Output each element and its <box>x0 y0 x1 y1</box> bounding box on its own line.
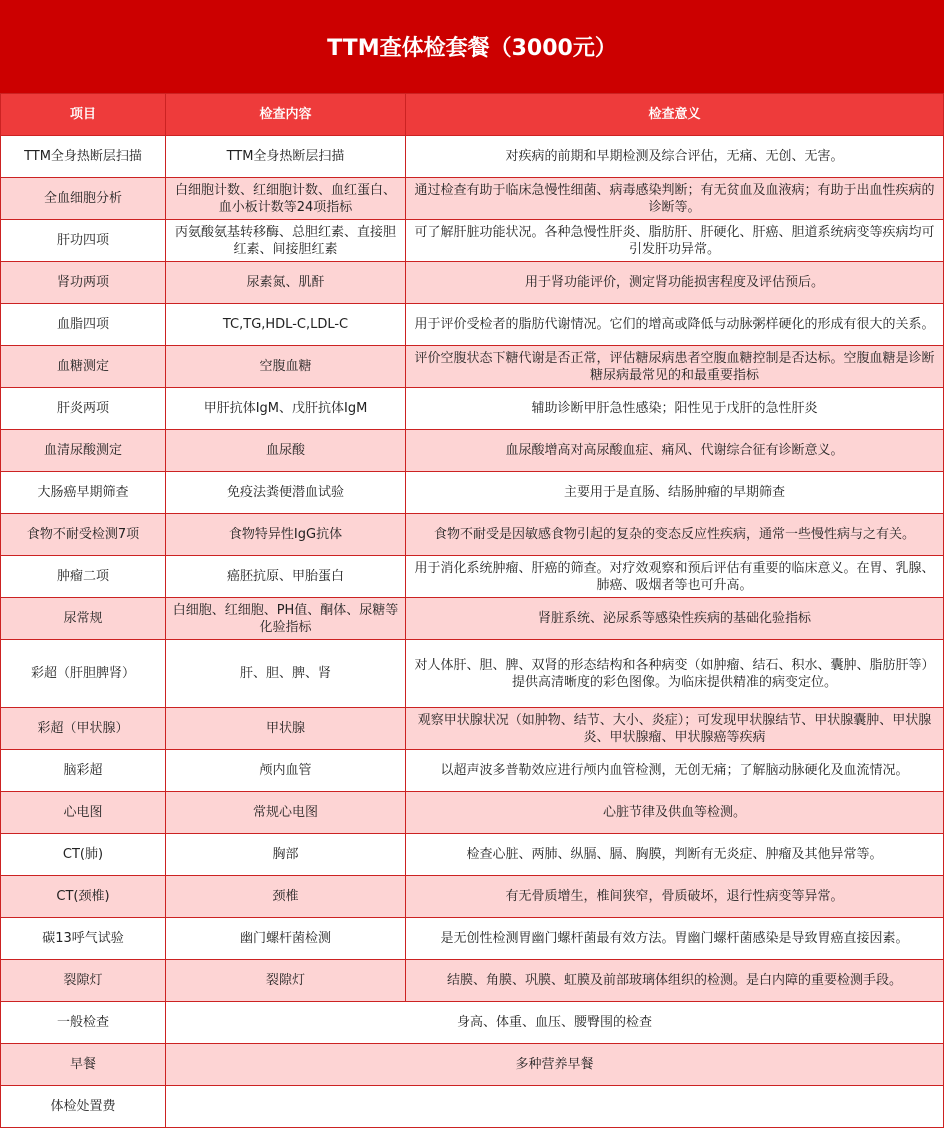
row-meaning: 用于评价受检者的脂肪代谢情况。它们的增高或降低与动脉粥样硬化的形成有很大的关系。 <box>406 304 944 346</box>
row-item: 肝炎两项 <box>1 388 166 430</box>
row-content: 胸部 <box>166 834 406 876</box>
row-content: 颅内血管 <box>166 750 406 792</box>
row-item: 彩超（甲状腺） <box>1 708 166 750</box>
row-content: 白细胞、红细胞、PH值、酮体、尿糖等化验指标 <box>166 598 406 640</box>
row-meaning: 对人体肝、胆、脾、双肾的形态结构和各种病变（如肿瘤、结石、积水、囊肿、脂肪肝等）提供高清晰度的彩色图像。为临床提供精准的病变定位。 <box>406 640 944 708</box>
row-meaning: 通过检查有助于临床急慢性细菌、病毒感染判断；有无贫血及血液病；有助于出血性疾病的诊断等。 <box>406 178 944 220</box>
row-span-text <box>166 1086 944 1128</box>
table-row <box>1 750 944 792</box>
row-item: 心电图 <box>1 792 166 834</box>
row-item: 全血细胞分析 <box>1 178 166 220</box>
row-item: 食物不耐受检测7项 <box>1 514 166 556</box>
table-row-span <box>1 1086 944 1128</box>
table-row <box>1 918 944 960</box>
table-row <box>1 430 944 472</box>
table-row-span <box>1 1044 944 1086</box>
row-meaning: 用于肾功能评价，测定肾功能损害程度及评估预后。 <box>406 262 944 304</box>
table-row <box>1 514 944 556</box>
row-content: TTM全身热断层扫描 <box>166 136 406 178</box>
row-meaning: 观察甲状腺状况（如肿物、结节、大小、炎症）；可发现甲状腺结节、甲状腺囊肿、甲状腺炎、甲状腺瘤、甲状腺癌等疾病 <box>406 708 944 750</box>
table-row <box>1 388 944 430</box>
row-content: 幽门螺杆菌检测 <box>166 918 406 960</box>
row-item: 血糖测定 <box>1 346 166 388</box>
row-item: 早餐 <box>1 1044 166 1086</box>
row-item: 一般检查 <box>1 1002 166 1044</box>
row-meaning: 主要用于是直肠、结肠肿瘤的早期筛查 <box>406 472 944 514</box>
row-item: 彩超（肝胆脾肾） <box>1 640 166 708</box>
row-item: 裂隙灯 <box>1 960 166 1002</box>
table-row-span <box>1 1002 944 1044</box>
row-meaning: 检查心脏、两肺、纵膈、膈、胸膜，判断有无炎症、肿瘤及其他异常等。 <box>406 834 944 876</box>
row-content: 血尿酸 <box>166 430 406 472</box>
row-meaning: 辅助诊断甲肝急性感染；阳性见于戊肝的急性肝炎 <box>406 388 944 430</box>
row-meaning: 对疾病的前期和早期检测及综合评估，无痛、无创、无害。 <box>406 136 944 178</box>
table-row <box>1 220 944 262</box>
row-item: 血清尿酸测定 <box>1 430 166 472</box>
row-meaning: 血尿酸增高对高尿酸血症、痛风、代谢综合征有诊断意义。 <box>406 430 944 472</box>
row-item: TTM全身热断层扫描 <box>1 136 166 178</box>
table-row <box>1 834 944 876</box>
table-row <box>1 556 944 598</box>
row-item: CT(颈椎) <box>1 876 166 918</box>
row-meaning: 用于消化系统肿瘤、肝癌的筛查。对疗效观察和预后评估有重要的临床意义。在胃、乳腺、肺癌、吸烟者等也可升高。 <box>406 556 944 598</box>
row-span-text: 多种营养早餐 <box>166 1044 944 1086</box>
header-meaning: 检查意义 <box>406 94 944 136</box>
row-item: 脑彩超 <box>1 750 166 792</box>
table-header-row <box>1 94 944 136</box>
row-meaning: 食物不耐受是因敏感食物引起的复杂的变态反应性疾病，通常一些慢性病与之有关。 <box>406 514 944 556</box>
row-content: TC,TG,HDL-C,LDL-C <box>166 304 406 346</box>
row-meaning: 心脏节律及供血等检测。 <box>406 792 944 834</box>
header-item: 项目 <box>1 94 166 136</box>
table-row <box>1 136 944 178</box>
row-meaning: 肾脏系统、泌尿系等感染性疾病的基础化验指标 <box>406 598 944 640</box>
row-content: 癌胚抗原、甲胎蛋白 <box>166 556 406 598</box>
row-content: 肝、胆、脾、肾 <box>166 640 406 708</box>
row-content: 食物特异性IgG抗体 <box>166 514 406 556</box>
row-item: 肿瘤二项 <box>1 556 166 598</box>
header-content: 检查内容 <box>166 94 406 136</box>
table-row <box>1 598 944 640</box>
row-content: 白细胞计数、红细胞计数、血红蛋白、血小板计数等24项指标 <box>166 178 406 220</box>
table-row <box>1 876 944 918</box>
row-span-text: 身高、体重、血压、腰臀围的检查 <box>166 1002 944 1044</box>
row-meaning: 以超声波多普勒效应进行颅内血管检测，无创无痛；了解脑动脉硬化及血流情况。 <box>406 750 944 792</box>
row-content: 裂隙灯 <box>166 960 406 1002</box>
row-content: 甲肝抗体IgM、戊肝抗体IgM <box>166 388 406 430</box>
row-content: 常规心电图 <box>166 792 406 834</box>
row-meaning: 结膜、角膜、巩膜、虹膜及前部玻璃体组织的检测。是白内障的重要检测手段。 <box>406 960 944 1002</box>
row-item: 碳13呼气试验 <box>1 918 166 960</box>
table-row <box>1 640 944 708</box>
row-content: 甲状腺 <box>166 708 406 750</box>
row-content: 丙氨酸氨基转移酶、总胆红素、直接胆红素、间接胆红素 <box>166 220 406 262</box>
row-meaning: 有无骨质增生，椎间狭窄，骨质破坏，退行性病变等异常。 <box>406 876 944 918</box>
row-meaning: 评价空腹状态下糖代谢是否正常，评估糖尿病患者空腹血糖控制是否达标。空腹血糖是诊断糖尿病最常见的和最重要指标 <box>406 346 944 388</box>
row-content: 颈椎 <box>166 876 406 918</box>
table-row <box>1 960 944 1002</box>
row-item: 尿常规 <box>1 598 166 640</box>
row-content: 尿素氮、肌酐 <box>166 262 406 304</box>
row-meaning: 是无创性检测胃幽门螺杆菌最有效方法。胃幽门螺杆菌感染是导致胃癌直接因素。 <box>406 918 944 960</box>
row-item: 血脂四项 <box>1 304 166 346</box>
table-row <box>1 708 944 750</box>
row-content: 空腹血糖 <box>166 346 406 388</box>
page-title: TTM查体检套餐（3000元） <box>0 0 944 93</box>
row-meaning: 可了解肝脏功能状况。各种急慢性肝炎、脂肪肝、肝硬化、肝癌、胆道系统病变等疾病均可引发肝功异常。 <box>406 220 944 262</box>
table-row <box>1 304 944 346</box>
row-content: 免疫法粪便潜血试验 <box>166 472 406 514</box>
table-row <box>1 472 944 514</box>
row-item: 肾功两项 <box>1 262 166 304</box>
table-row <box>1 346 944 388</box>
checkup-table <box>0 93 944 1128</box>
row-item: 肝功四项 <box>1 220 166 262</box>
table-row <box>1 262 944 304</box>
row-item: 体检处置费 <box>1 1086 166 1128</box>
row-item: 大肠癌早期筛查 <box>1 472 166 514</box>
table-row <box>1 178 944 220</box>
table-row <box>1 792 944 834</box>
row-item: CT(肺) <box>1 834 166 876</box>
